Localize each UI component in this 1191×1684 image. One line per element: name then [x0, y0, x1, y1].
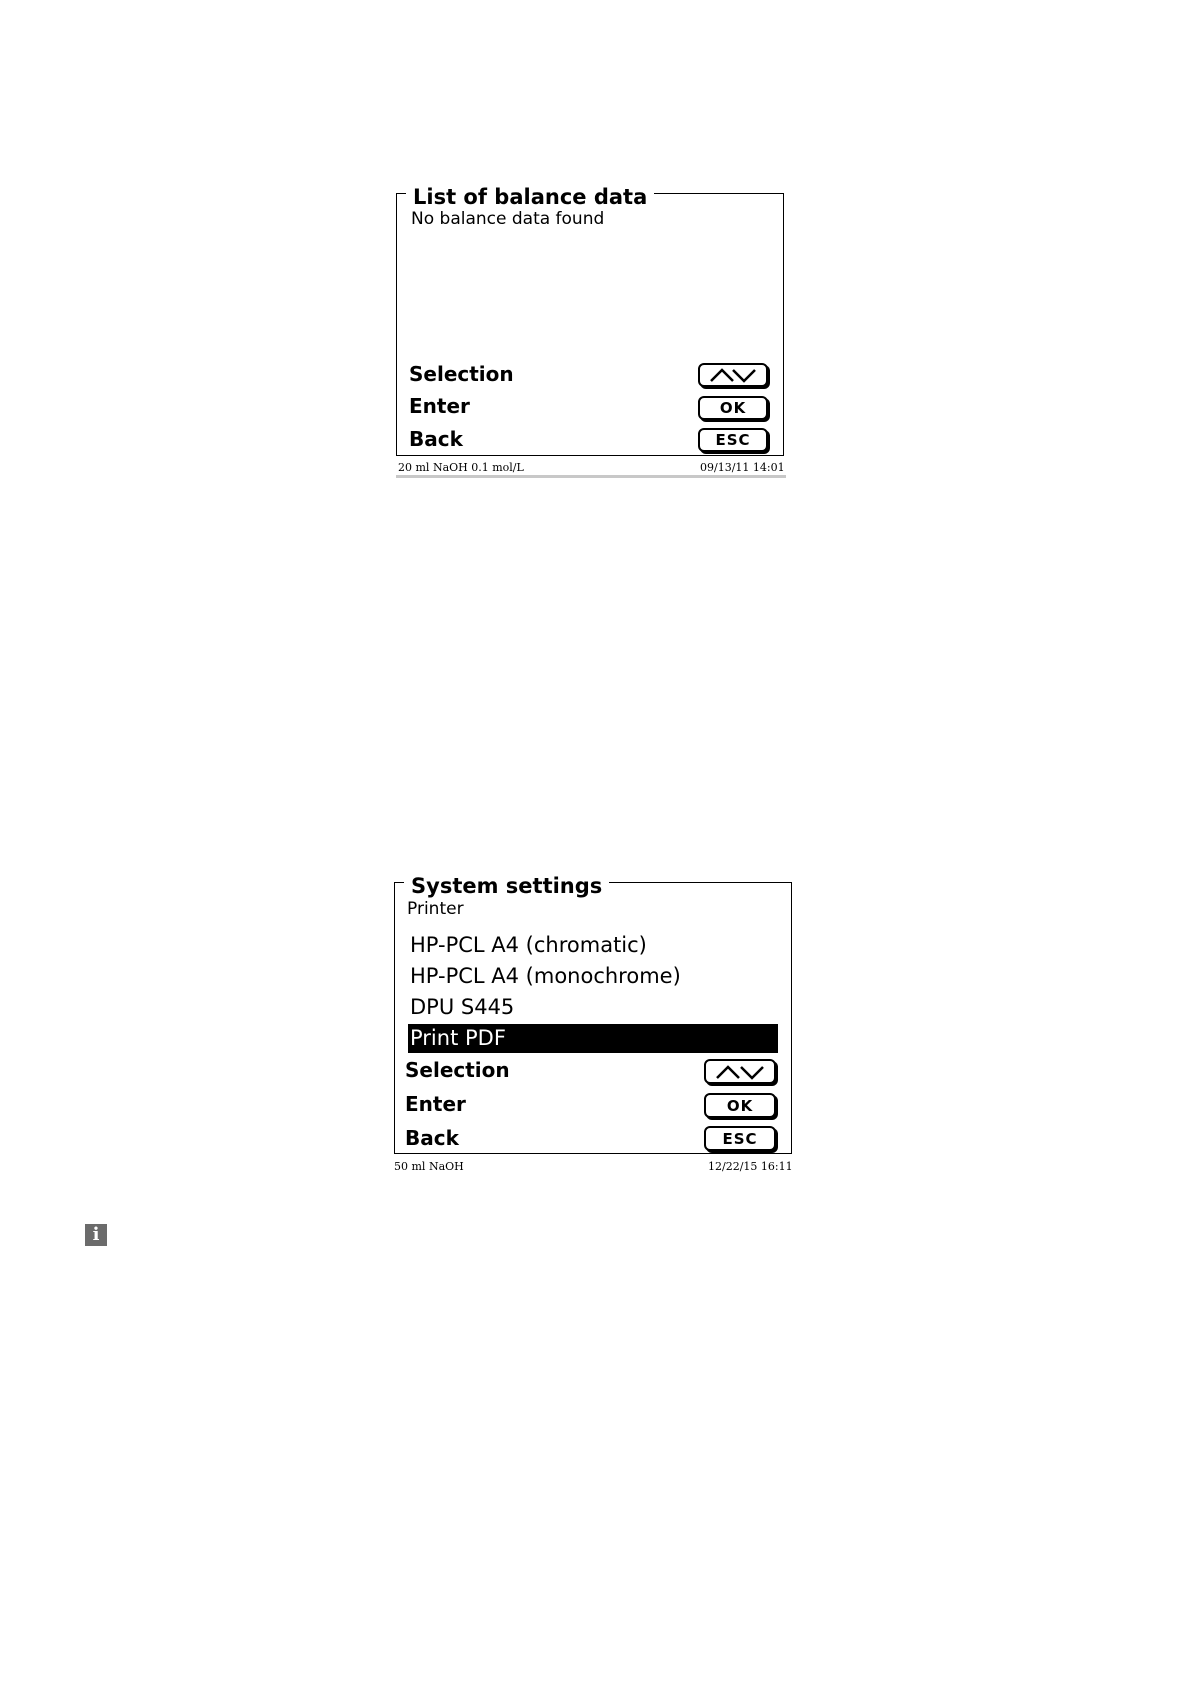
status-method: 50 ml NaOH: [394, 1160, 464, 1173]
esc-button[interactable]: ESC: [698, 428, 768, 452]
printer-option-dpu[interactable]: DPU S445: [410, 995, 515, 1019]
printer-option-hp-monochrome[interactable]: HP-PCL A4 (monochrome): [410, 964, 681, 988]
system-settings-title: System settings: [404, 874, 609, 898]
selection-label: Selection: [409, 362, 514, 386]
esc-button[interactable]: ESC: [704, 1126, 776, 1151]
printer-option-hp-chromatic[interactable]: HP-PCL A4 (chromatic): [410, 933, 647, 957]
arrows-updown-icon: [714, 1064, 766, 1080]
info-icon: i: [85, 1224, 107, 1246]
status-method: 20 ml NaOH 0.1 mol/L: [398, 461, 524, 474]
selection-arrows-button[interactable]: [698, 363, 768, 387]
no-balance-data-message: No balance data found: [411, 209, 605, 229]
printer-subtitle: Printer: [407, 899, 464, 919]
ok-button[interactable]: OK: [698, 396, 768, 420]
balance-data-title: List of balance data: [406, 185, 654, 209]
back-label: Back: [405, 1126, 459, 1150]
selection-label: Selection: [405, 1058, 510, 1082]
status-datetime: 12/22/15 16:11: [708, 1160, 793, 1173]
ok-button[interactable]: OK: [704, 1093, 776, 1118]
enter-label: Enter: [405, 1092, 466, 1116]
status-datetime: 09/13/11 14:01: [700, 461, 785, 474]
selection-arrows-button[interactable]: [704, 1059, 776, 1084]
status-underbar: [396, 475, 786, 478]
printer-option-print-pdf[interactable]: Print PDF: [408, 1024, 778, 1053]
arrows-updown-icon: [708, 367, 758, 383]
back-label: Back: [409, 427, 463, 451]
enter-label: Enter: [409, 394, 470, 418]
